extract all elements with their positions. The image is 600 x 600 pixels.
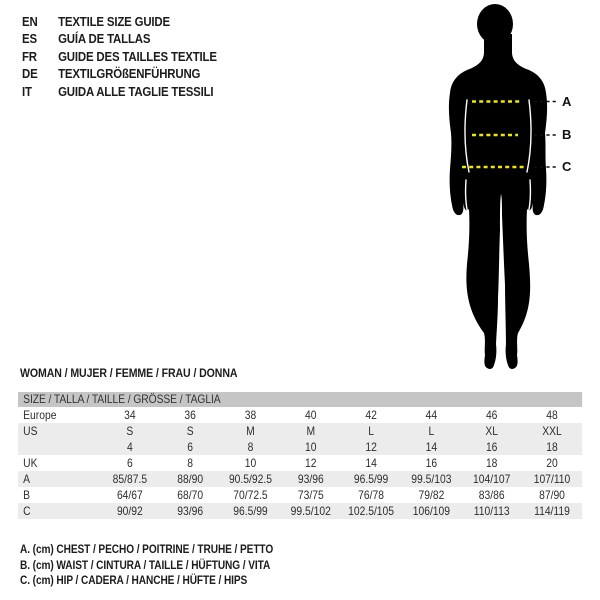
row-label: B	[23, 488, 31, 502]
size-cell: 88/90	[177, 472, 204, 486]
size-cell: M	[306, 424, 316, 438]
size-cell: 93/96	[297, 472, 324, 486]
size-cell: 6	[126, 456, 133, 470]
size-cell: S	[126, 424, 134, 438]
size-cell: 20	[546, 456, 558, 470]
table-row	[18, 439, 582, 455]
language-label: TEXTILE SIZE GUIDE	[58, 14, 170, 29]
row-label: Europe	[23, 408, 57, 422]
size-cell: 46	[485, 408, 498, 422]
table-row	[18, 407, 582, 423]
size-cell: XL	[485, 424, 499, 438]
legend-item: B. (cm) WAIST / CINTURA / TAILLE / HÜFTUNG / VITA	[20, 559, 271, 572]
size-cell: 38	[244, 408, 257, 422]
size-cell: 99.5/102	[290, 504, 331, 518]
row-label: UK	[23, 456, 38, 470]
size-cell: 85/87.5	[112, 472, 148, 486]
size-cell: 18	[546, 440, 558, 454]
table-row	[18, 487, 582, 503]
size-cell: 96.5/99	[233, 504, 268, 518]
size-cell: L	[428, 424, 435, 438]
woman-silhouette	[420, 0, 580, 376]
size-cell: 14	[425, 440, 438, 454]
language-code: ES	[22, 31, 37, 47]
table-row	[18, 423, 582, 439]
size-cell: 12	[365, 440, 377, 454]
size-cell: 16	[425, 456, 438, 470]
size-cell: 48	[546, 408, 558, 422]
language-row	[22, 65, 217, 82]
language-label: GUIDA ALLE TAGLIE TESSILI	[58, 83, 214, 99]
language-code: EN	[22, 14, 38, 29]
size-table	[18, 392, 582, 519]
row-label	[18, 439, 100, 455]
size-cell: XXL	[542, 424, 562, 438]
row-label: US	[23, 424, 38, 438]
size-cell: 64/67	[116, 488, 143, 502]
size-cell: 107/110	[533, 472, 571, 486]
table-row	[18, 503, 582, 519]
silhouette-shape	[449, 4, 547, 369]
size-cell: 70/72.5	[233, 488, 268, 502]
language-code: FR	[22, 48, 37, 64]
size-cell: 8	[187, 456, 194, 470]
size-cell: 68/70	[177, 488, 204, 502]
row-label: A	[23, 472, 31, 486]
size-cell: 114/119	[534, 504, 570, 518]
table-title: WOMAN / MUJER / FEMME / FRAU / DONNA	[20, 366, 238, 380]
size-cell: 40	[305, 408, 317, 422]
measure-marker-label: C	[562, 159, 572, 174]
size-cell: 99.5/103	[411, 472, 452, 486]
table-row	[18, 471, 582, 487]
size-cell: 44	[425, 408, 438, 422]
size-cell: 10	[305, 440, 317, 454]
size-cell: 16	[485, 440, 498, 454]
language-row	[22, 48, 217, 65]
measure-legend	[20, 543, 273, 590]
size-cell: 79/82	[418, 488, 445, 502]
size-cell: 90.5/92.5	[228, 472, 272, 486]
language-row	[22, 30, 217, 47]
size-cell: 102.5/105	[348, 504, 395, 518]
language-code: IT	[22, 83, 32, 99]
table-row	[18, 455, 582, 471]
size-cell: 4	[126, 440, 133, 454]
legend-item: A. (cm) CHEST / PECHO / POITRINE / TRUHE / PETTO	[20, 544, 274, 556]
language-row	[22, 13, 217, 30]
size-table-body	[18, 407, 582, 519]
measure-marker-label: A	[562, 94, 572, 109]
size-cell: 6	[187, 440, 194, 454]
size-cell: 34	[124, 408, 136, 422]
size-cell: 106/109	[412, 504, 451, 518]
language-label: GUÍA DE TALLAS	[58, 31, 151, 47]
size-cell: 36	[184, 408, 196, 422]
measurement-figure	[420, 0, 580, 376]
size-cell: 76/78	[358, 488, 384, 502]
size-cell: 90/92	[116, 504, 143, 518]
size-table-header: SIZE / TALLA / TAILLE / GRÖSSE / TAGLIA	[18, 392, 582, 407]
size-cell: S	[186, 424, 194, 438]
size-cell: 93/96	[177, 504, 204, 518]
size-cell: 87/90	[539, 488, 565, 502]
language-list	[22, 13, 217, 100]
size-cell: L	[368, 424, 374, 438]
language-code: DE	[22, 66, 38, 82]
size-cell: 8	[247, 440, 254, 454]
language-label: GUIDE DES TAILLES TEXTILE	[58, 48, 217, 64]
size-cell: 12	[305, 456, 317, 470]
size-cell: M	[246, 424, 255, 438]
size-cell: 73/75	[297, 488, 324, 502]
size-cell: 104/107	[473, 472, 511, 486]
legend-item: C. (cm) HIP / CADERA / HANCHE / HÜFTE / HIPS	[20, 575, 248, 588]
language-label: TEXTILGRÖßENFÜHRUNG	[58, 66, 201, 82]
size-cell: 83/86	[478, 488, 505, 502]
size-cell: 110/113	[473, 504, 510, 518]
size-cell: 10	[244, 456, 257, 470]
row-label: C	[23, 504, 31, 518]
size-cell: 18	[485, 456, 498, 470]
language-row	[22, 83, 217, 100]
size-cell: 14	[365, 456, 377, 470]
size-cell: 96.5/99	[353, 472, 389, 486]
size-cell: 42	[365, 408, 377, 422]
measure-marker-label: B	[562, 127, 572, 142]
